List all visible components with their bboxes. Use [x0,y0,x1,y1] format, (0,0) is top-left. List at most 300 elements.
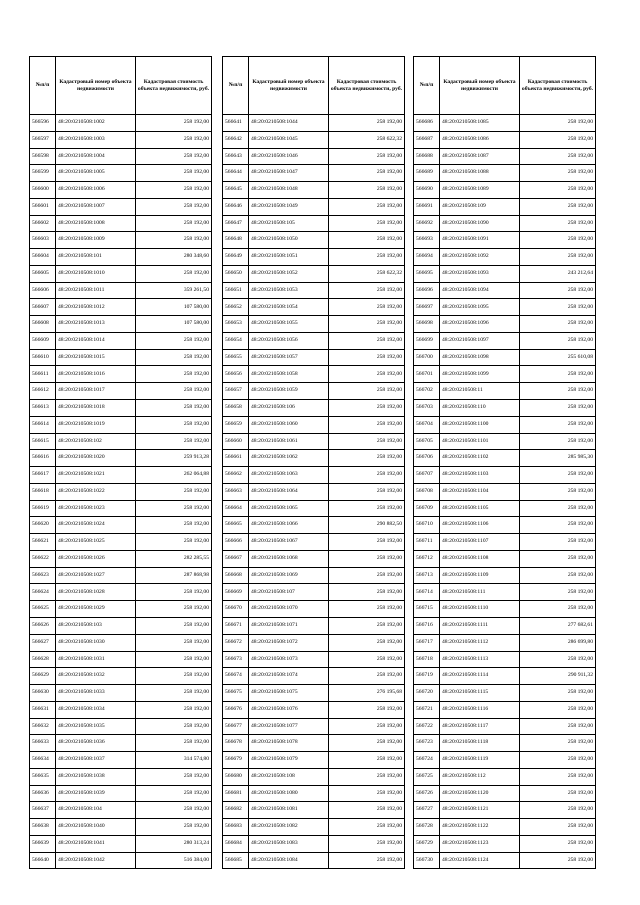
cadastral-value: 258 192,00 [136,819,212,836]
cadastral-value: 258 192,00 [329,802,405,819]
table-row [223,249,405,266]
row-number: 566617 [30,467,56,484]
table-row [30,316,212,333]
cadastral-number: 48:20:0210508:103 [56,617,136,634]
row-number: 566680 [223,768,249,785]
cadastral-value: 258 192,00 [520,701,596,718]
table-row [30,500,212,517]
cadastral-number: 48:20:0210508:1077 [249,718,329,735]
table-row [30,148,212,165]
cadastral-number: 48:20:0210508:1045 [249,131,329,148]
table-row [223,634,405,651]
table-row [414,416,596,433]
table-row [223,332,405,349]
cadastral-number: 48:20:0210508:1080 [249,785,329,802]
row-number: 566669 [223,584,249,601]
table-row [30,282,212,299]
cadastral-value: 258 192,00 [520,819,596,836]
row-number: 566645 [223,182,249,199]
cadastral-number: 48:20:0210508:1038 [56,768,136,785]
cadastral-value: 258 192,00 [136,634,212,651]
row-number: 566650 [223,265,249,282]
table-row [223,584,405,601]
cadastral-number: 48:20:0210508:1098 [440,349,520,366]
table-header-row [414,57,596,115]
table-row [223,802,405,819]
row-number: 566725 [414,768,440,785]
table-row [414,265,596,282]
cadastral-number: 48:20:0210508:111 [440,584,520,601]
cadastral-number: 48:20:0210508:1111 [440,617,520,634]
row-number: 566646 [223,198,249,215]
cadastral-value: 258 192,00 [329,182,405,199]
cadastral-value: 258 192,00 [520,534,596,551]
cadastral-value: 286 699,80 [520,634,596,651]
table-row [414,634,596,651]
table-row [223,685,405,702]
cadastral-value: 258 192,00 [329,852,405,869]
row-number: 566608 [30,316,56,333]
table-row [223,550,405,567]
cadastral-value: 258 192,00 [329,634,405,651]
table-row [30,131,212,148]
table-row [223,148,405,165]
table-row [414,400,596,417]
row-number: 566679 [223,752,249,769]
cadastral-value: 277 682,61 [520,617,596,634]
cadastral-number: 48:20:0210508:1053 [249,282,329,299]
cadastral-number: 48:20:0210508:1096 [440,316,520,333]
row-number: 566616 [30,450,56,467]
cadastral-value: 258 192,00 [520,517,596,534]
cadastral-number: 48:20:0210508:1101 [440,433,520,450]
cadastral-value: 258 192,00 [136,668,212,685]
cadastral-number: 48:20:0210508:107 [249,584,329,601]
row-number: 566692 [414,215,440,232]
cadastral-value: 258 192,00 [329,735,405,752]
row-number: 566640 [30,852,56,869]
cadastral-value: 258 192,00 [329,416,405,433]
row-number: 566696 [414,282,440,299]
cadastral-number: 48:20:0210508:1024 [56,517,136,534]
cadastral-number: 48:20:0210508:1089 [440,182,520,199]
cadastral-number: 48:20:0210508:1029 [56,601,136,618]
cadastral-number: 48:20:0210508:1019 [56,416,136,433]
cadastral-value: 258 192,00 [329,768,405,785]
cadastral-value: 258 192,00 [329,383,405,400]
row-number: 566635 [30,768,56,785]
cadastral-number: 48:20:0210508:1118 [440,735,520,752]
cadastral-value: 258 192,00 [520,400,596,417]
cadastral-number: 48:20:0210508:108 [249,768,329,785]
cadastral-number: 48:20:0210508:1044 [249,115,329,132]
cadastral-value: 258 192,00 [329,567,405,584]
cadastral-number: 48:20:0210508:1124 [440,852,520,869]
row-number: 566631 [30,701,56,718]
cadastral-table-3 [413,56,596,869]
table-row [223,617,405,634]
row-number: 566624 [30,584,56,601]
cadastral-value: 285 985,30 [520,450,596,467]
row-number: 566607 [30,299,56,316]
cadastral-number: 48:20:0210508:1094 [440,282,520,299]
cadastral-value: 258 192,00 [136,131,212,148]
cadastral-number: 48:20:0210508:106 [249,400,329,417]
cadastral-value: 258 192,00 [136,400,212,417]
table-row [223,232,405,249]
table-row [223,601,405,618]
table-row [30,819,212,836]
cadastral-number: 48:20:0210508:1072 [249,634,329,651]
row-number: 566664 [223,500,249,517]
cadastral-value: 258 192,00 [329,316,405,333]
table-row [30,182,212,199]
cadastral-value: 258 192,00 [520,416,596,433]
table-row [223,450,405,467]
table-row [223,433,405,450]
table-row [30,198,212,215]
table-row [414,668,596,685]
cadastral-value: 258 192,00 [520,215,596,232]
cadastral-value: 258 192,00 [520,718,596,735]
cadastral-number: 48:20:0210508:1093 [440,265,520,282]
cadastral-table-2 [222,56,405,869]
table-row [30,366,212,383]
cadastral-value: 258 192,00 [136,182,212,199]
cadastral-value: 258 192,00 [329,400,405,417]
table-row [414,534,596,551]
cadastral-number: 48:20:0210508:1025 [56,534,136,551]
row-number: 566610 [30,349,56,366]
table-row [414,366,596,383]
cadastral-value: 258 192,00 [329,282,405,299]
table-row [223,483,405,500]
cadastral-number: 48:20:0210508:1049 [249,198,329,215]
row-number: 566606 [30,282,56,299]
row-number: 566642 [223,131,249,148]
cadastral-number: 48:20:0210508:1074 [249,668,329,685]
row-number: 566628 [30,651,56,668]
table-row [223,785,405,802]
row-number: 566709 [414,500,440,517]
row-number: 566726 [414,785,440,802]
row-number: 566629 [30,668,56,685]
cadastral-value: 258 192,00 [520,802,596,819]
cadastral-number: 48:20:0210508:1069 [249,567,329,584]
row-number: 566632 [30,718,56,735]
table-row [223,500,405,517]
cadastral-value: 258 192,00 [520,651,596,668]
cadastral-number: 48:20:0210508:1063 [249,467,329,484]
cadastral-number: 48:20:0210508:1006 [56,182,136,199]
row-number: 566675 [223,685,249,702]
cadastral-value: 280 348,60 [136,249,212,266]
cadastral-number: 48:20:0210508:1055 [249,316,329,333]
table-row [30,617,212,634]
cadastral-number: 48:20:0210508:1031 [56,651,136,668]
cadastral-value: 258 192,00 [520,768,596,785]
table-row [30,115,212,132]
cadastral-number: 48:20:0210508:110 [440,400,520,417]
cadastral-number: 48:20:0210508:1109 [440,567,520,584]
row-number: 566603 [30,232,56,249]
row-number: 566702 [414,383,440,400]
table-row [414,584,596,601]
cadastral-number: 48:20:0210508:102 [56,433,136,450]
table-row [223,567,405,584]
table-row [30,668,212,685]
cadastral-number: 48:20:0210508:1018 [56,400,136,417]
cadastral-value: 258 192,00 [136,785,212,802]
row-number: 566656 [223,366,249,383]
row-number: 566609 [30,332,56,349]
cadastral-number: 48:20:0210508:1034 [56,701,136,718]
table-row [30,852,212,869]
cadastral-value: 258 192,00 [136,718,212,735]
table-row [414,601,596,618]
cadastral-number: 48:20:0210508:1028 [56,584,136,601]
table-row [414,332,596,349]
table-row [223,768,405,785]
header-cadastral-number: Кадастровый номер объекта недвижимости [440,57,520,115]
table-row [223,282,405,299]
cadastral-value: 258 192,00 [520,366,596,383]
cadastral-value: 258 192,00 [136,685,212,702]
row-number: 566659 [223,416,249,433]
cadastral-number: 48:20:0210508:1123 [440,835,520,852]
cadastral-value: 258 192,00 [520,383,596,400]
row-number: 566730 [414,852,440,869]
table-row [414,768,596,785]
table-row [223,735,405,752]
cadastral-number: 48:20:0210508:1023 [56,500,136,517]
row-number: 566612 [30,383,56,400]
table-row [223,416,405,433]
table-row [414,249,596,266]
row-number: 566681 [223,785,249,802]
row-number: 566634 [30,752,56,769]
row-number: 566636 [30,785,56,802]
cadastral-number: 48:20:0210508:1107 [440,534,520,551]
cadastral-value: 258 192,00 [329,785,405,802]
cadastral-value: 258 192,00 [520,500,596,517]
cadastral-value: 258 192,00 [329,534,405,551]
header-cadastral-value: Кадастровая стоимость объекта недвижимости, руб. [520,57,596,115]
table-row [414,567,596,584]
row-number: 566625 [30,601,56,618]
table-row [30,785,212,802]
cadastral-value: 258 192,00 [520,685,596,702]
row-number: 566641 [223,115,249,132]
cadastral-value: 258 192,00 [520,752,596,769]
row-number: 566718 [414,651,440,668]
cadastral-number: 48:20:0210508:1084 [249,852,329,869]
cadastral-value: 258 192,00 [520,601,596,618]
table-header-row [30,57,212,115]
row-number: 566723 [414,735,440,752]
cadastral-number: 48:20:0210508:1011 [56,282,136,299]
row-number: 566663 [223,483,249,500]
row-number: 566720 [414,685,440,702]
cadastral-value: 258 192,00 [520,299,596,316]
cadastral-value: 258 622,32 [329,265,405,282]
table-row [414,165,596,182]
header-cadastral-number: Кадастровый номер объекта недвижимости [56,57,136,115]
cadastral-value: 258 192,00 [329,467,405,484]
cadastral-value: 258 192,00 [136,768,212,785]
cadastral-number: 48:20:0210508:1097 [440,332,520,349]
row-number: 566654 [223,332,249,349]
table-row [223,517,405,534]
row-number: 566622 [30,550,56,567]
cadastral-value: 258 192,00 [329,752,405,769]
table-row [414,802,596,819]
cadastral-value: 258 192,00 [329,668,405,685]
cadastral-value: 258 192,00 [520,148,596,165]
cadastral-number: 48:20:0210508:1052 [249,265,329,282]
cadastral-number: 48:20:0210508:1114 [440,668,520,685]
table-row [30,517,212,534]
cadastral-number: 48:20:0210508:1086 [440,131,520,148]
header-cadastral-value: Кадастровая стоимость объекта недвижимости, руб. [136,57,212,115]
table-row [30,215,212,232]
table-row [30,752,212,769]
table-row [30,651,212,668]
cadastral-number: 48:20:0210508:104 [56,802,136,819]
cadastral-number: 48:20:0210508:1070 [249,601,329,618]
row-number: 566627 [30,634,56,651]
cadastral-value: 258 192,00 [520,467,596,484]
row-number: 566652 [223,299,249,316]
row-number: 566619 [30,500,56,517]
cadastral-number: 48:20:0210508:1090 [440,215,520,232]
row-number: 566671 [223,617,249,634]
row-number: 566638 [30,819,56,836]
cadastral-number: 48:20:0210508:1027 [56,567,136,584]
cadastral-number: 48:20:0210508:1054 [249,299,329,316]
table-row [414,383,596,400]
table-row [223,400,405,417]
header-number: №п/п [30,57,56,115]
cadastral-value: 259 913,28 [136,450,212,467]
cadastral-value: 262 064,88 [136,467,212,484]
table-row [414,316,596,333]
row-number: 566689 [414,165,440,182]
cadastral-number: 48:20:0210508:1021 [56,467,136,484]
table-row [30,450,212,467]
cadastral-number: 48:20:0210508:1066 [249,517,329,534]
row-number: 566620 [30,517,56,534]
cadastral-number: 48:20:0210508:112 [440,768,520,785]
cadastral-number: 48:20:0210508:1105 [440,500,520,517]
cadastral-number: 48:20:0210508:1073 [249,651,329,668]
row-number: 566658 [223,400,249,417]
cadastral-value: 258 192,00 [520,282,596,299]
table-row [30,165,212,182]
cadastral-value: 258 192,00 [329,349,405,366]
table-row [414,299,596,316]
cadastral-value: 258 192,00 [520,182,596,199]
row-number: 566721 [414,701,440,718]
cadastral-number: 48:20:0210508:1047 [249,165,329,182]
table-row [30,383,212,400]
cadastral-value: 258 192,00 [520,249,596,266]
cadastral-number: 48:20:0210508:1083 [249,835,329,852]
cadastral-number: 48:20:0210508:1108 [440,550,520,567]
cadastral-value: 258 192,00 [329,550,405,567]
cadastral-number: 48:20:0210508:1075 [249,685,329,702]
row-number: 566712 [414,550,440,567]
cadastral-number: 48:20:0210508:1060 [249,416,329,433]
table-row [223,383,405,400]
table-row [223,115,405,132]
table-row [223,819,405,836]
cadastral-number: 48:20:0210508:1078 [249,735,329,752]
row-number: 566715 [414,601,440,618]
cadastral-number: 48:20:0210508:1088 [440,165,520,182]
table-row [30,400,212,417]
row-number: 566729 [414,835,440,852]
row-number: 566660 [223,433,249,450]
cadastral-number: 48:20:0210508:1005 [56,165,136,182]
cadastral-value: 258 192,00 [136,651,212,668]
table-row [414,467,596,484]
cadastral-number: 48:20:0210508:1032 [56,668,136,685]
row-number: 566691 [414,198,440,215]
row-number: 566639 [30,835,56,852]
table-row [223,165,405,182]
row-number: 566633 [30,735,56,752]
row-number: 566722 [414,718,440,735]
row-number: 566601 [30,198,56,215]
cadastral-number: 48:20:0210508:1009 [56,232,136,249]
cadastral-value: 258 192,00 [329,433,405,450]
row-number: 566685 [223,852,249,869]
table-row [414,651,596,668]
table-row [30,534,212,551]
cadastral-number: 48:20:0210508:1122 [440,819,520,836]
row-number: 566623 [30,567,56,584]
row-number: 566668 [223,567,249,584]
cadastral-value: 258 192,00 [136,265,212,282]
row-number: 566708 [414,483,440,500]
cadastral-value: 282 285,55 [136,550,212,567]
cadastral-number: 48:20:0210508:1106 [440,517,520,534]
cadastral-number: 48:20:0210508:1039 [56,785,136,802]
row-number: 566626 [30,617,56,634]
cadastral-value: 258 192,00 [520,332,596,349]
row-number: 566703 [414,400,440,417]
cadastral-value: 258 192,00 [136,517,212,534]
cadastral-number: 48:20:0210508:1026 [56,550,136,567]
cadastral-value: 258 192,00 [136,433,212,450]
row-number: 566713 [414,567,440,584]
table-row [414,752,596,769]
cadastral-number: 48:20:0210508:1036 [56,735,136,752]
table-row [30,299,212,316]
cadastral-value: 258 192,00 [329,198,405,215]
cadastral-number: 48:20:0210508:1082 [249,819,329,836]
table-row [414,148,596,165]
cadastral-number: 48:20:0210508:1048 [249,182,329,199]
table-row [414,500,596,517]
cadastral-value: 258 192,00 [520,735,596,752]
table-row [30,349,212,366]
cadastral-value: 258 192,00 [136,584,212,601]
cadastral-value: 258 192,00 [136,483,212,500]
row-number: 566683 [223,819,249,836]
cadastral-number: 48:20:0210508:1061 [249,433,329,450]
